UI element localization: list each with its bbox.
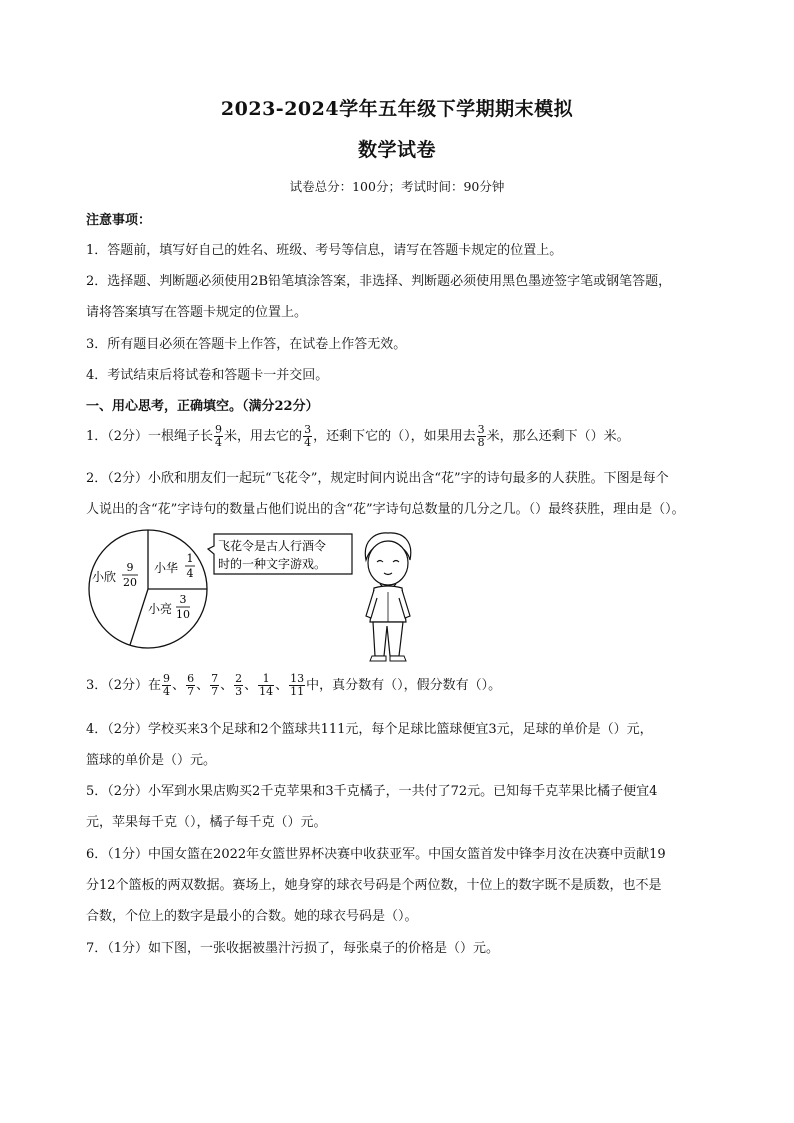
note-item: 4．考试结束后将试卷和答题卡一并交回。 <box>86 368 329 383</box>
pie-liang-denominator: 10 <box>176 608 190 621</box>
numerator: 9 <box>163 672 171 685</box>
fraction <box>234 673 243 698</box>
exam-title: 2023-2024学年五年级下学期期末模拟 <box>220 98 574 120</box>
question-6-line2: 分12个篮板的两双数据。赛场上，她身穿的球衣号码是个两位数，十位上的数字既不是质数，也不是 <box>86 878 662 893</box>
denominator: 4 <box>215 436 223 449</box>
notes-heading: 注意事项： <box>86 213 152 228</box>
note-item: 2．选择题、判断题必须使用2B铅笔填涂答案，非选择、判断题必须使用黑色墨迹签字笔或钢笔答题， <box>86 274 672 289</box>
face <box>368 541 408 585</box>
pie-xin-numerator: 9 <box>126 561 134 574</box>
fraction <box>162 673 171 698</box>
q1-text-prefix: 1．（2分）一根绳子长 <box>86 429 214 444</box>
shoe <box>390 656 406 661</box>
fraction <box>186 673 195 698</box>
denominator: 11 <box>290 685 305 698</box>
note-item: 1．答题前，填写好自己的姓名、班级、考号等信息，请写在答题卡规定的位置上。 <box>86 243 563 258</box>
question-4-line2: 篮球的单价是（）元。 <box>86 753 217 768</box>
denominator: 3 <box>235 685 243 698</box>
speech-text-line1: 飞花令是古人行酒令 <box>218 539 327 553</box>
question-7-line1: 7．（1分）如下图，一张收据被墨汁污损了，每张桌子的价格是（）元。 <box>86 941 500 956</box>
fraction <box>289 673 305 698</box>
question-5-line2: 元，苹果每千克（），橘子每千克（）元。 <box>86 815 327 830</box>
pie-label-liang: 小亮 <box>148 602 173 616</box>
pie-xin-denominator: 20 <box>123 576 137 589</box>
fraction <box>210 673 219 698</box>
question-2-line2: 人说出的含“花”字诗句的数量占他们说出的含“花”字诗句总数量的几分之几。（）最终获胜，理由是（）。 <box>86 502 685 517</box>
q1-text-mid1: 米，用去它的 <box>224 429 303 444</box>
denominator: 4 <box>304 436 312 449</box>
separator: 、 <box>275 678 289 693</box>
note-item: 请将答案填写在答题卡规定的位置上。 <box>86 305 308 320</box>
numerator: 3 <box>304 423 312 436</box>
fraction <box>258 673 274 698</box>
question-1 <box>86 424 630 449</box>
question-4-line1: 4．（2分）学校买来3个足球和2个篮球共111元，每个足球比篮球便宜3元，足球的单价是（）元， <box>86 722 653 737</box>
pie-label-xin: 小欣 <box>92 570 117 584</box>
q1-text-suffix: 米，那么还剩下（）米。 <box>486 429 630 444</box>
pie-hua-denominator: 4 <box>186 567 194 580</box>
section-heading: 一、用心思考，正确填空。（满分22分） <box>86 399 319 414</box>
numerator: 1 <box>258 673 274 686</box>
numerator: 2 <box>235 672 243 685</box>
denominator: 4 <box>163 685 171 698</box>
q1-text-mid2: ，还剩下它的（），如果用去 <box>313 429 476 444</box>
shoe <box>370 656 386 661</box>
fraction <box>477 424 486 449</box>
fraction <box>303 424 312 449</box>
separator: 、 <box>172 678 186 693</box>
numerator: 6 <box>187 672 195 685</box>
pants <box>373 622 403 656</box>
denominator: 7 <box>187 685 195 698</box>
exam-subject-title: 数学试卷 <box>357 139 436 161</box>
pie-hua-numerator: 1 <box>186 552 194 565</box>
exam-info: 试卷总分：100分；考试时间：90分钟 <box>289 179 505 194</box>
cartoon-boy-illustration <box>356 530 420 664</box>
numerator: 3 <box>477 423 485 436</box>
q3-text-prefix: 3．（2分）在 <box>86 678 162 693</box>
question-3 <box>86 673 501 698</box>
separator: 、 <box>220 678 234 693</box>
question-6-line3: 合数，个位上的数字是最小的合数。她的球衣号码是（）。 <box>86 909 418 924</box>
numerator: 7 <box>211 672 219 685</box>
note-item: 3．所有题目必须在答题卡上作答，在试卷上作答无效。 <box>86 337 407 352</box>
question-6-line1: 6．（1分）中国女篮在2022年女篮世界杯决赛中收获亚军。中国女篮首发中锋李月汝在决赛中贡献19 <box>86 847 666 862</box>
pie-liang-numerator: 3 <box>179 593 187 606</box>
numerator: 9 <box>215 423 223 436</box>
numerator: 13 <box>290 672 305 685</box>
fraction <box>214 424 223 449</box>
pie-label-hua: 小华 <box>154 561 179 575</box>
question-2-line1: 2．（2分）小欣和朋友们一起玩“飞花令”，规定时间内说出含“花”字的诗句最多的人获胜。下图是每个 <box>86 471 669 486</box>
denominator: 7 <box>211 685 219 698</box>
speech-bubble <box>206 532 366 580</box>
denominator: 14 <box>259 685 274 698</box>
pie-chart-figure <box>86 527 212 651</box>
question-5-line1: 5．（2分）小军到水果店购买2千克苹果和3千克橘子，一共付了72元。已知每千克苹果比橘子便宜4 <box>86 784 658 799</box>
denominator: 8 <box>477 436 485 449</box>
q3-text-suffix: 中，真分数有（），假分数有（）。 <box>306 678 502 693</box>
separator: 、 <box>244 678 258 693</box>
separator: 、 <box>196 678 210 693</box>
speech-text-line2: 时的一种文字游戏。 <box>218 557 327 571</box>
